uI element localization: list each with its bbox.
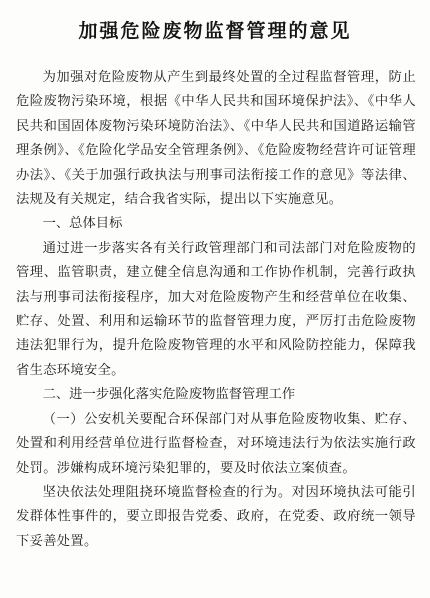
section-heading-overall-goal: 一、总体目标	[42, 216, 123, 232]
document-title: 加强危险废物监督管理的意见	[78, 20, 352, 42]
goal-paragraph: 通过进一步落实各有关行政管理部门和司法部门对危险废物的管理、监管职责，建立健全信息沟通和工作协作机制，完善行政执法与刑事司法衔接程序，加大对危险废物产生和经营单位在收集、贮存、处置、利用和运输环节的监督管理力度，严厉打击危险废物违法犯罪行为，提升危险废物管理的水平和风险防控能力，保障我省生态环境安全。	[16, 240, 416, 378]
intro-paragraph: 为加强对危险废物从产生到最终处置的全过程监督管理，防止危险废物污染环境，根据《中华人民共和国环境保护法》、《中华人民共和国固体废物污染环境防治法》、《中华人民共和国道路运输管理条例》、《危险化学品安全管理条例》、《危险废物经营许可证管理办法》、《关于加强行政执法与刑事司法衔接工作的意见》等法律、法规及有关规定，结合我省实际，提出以下实施意见。	[16, 70, 416, 208]
supervision-paragraph-2: 坚决依法处理阻挠环境监督检查的行为。对因环境执法可能引发群体性事件的，要立即报告党委、政府，在党委、政府统一领导下妥善处置。	[16, 484, 416, 549]
document-body	[16, 66, 416, 554]
supervision-paragraph-1: （一）公安机关要配合环保部门对从事危险废物收集、贮存、处置和利用经营单位进行监督检查，对环境违法行为依法实施行政处罚。涉嫌构成环境污染犯罪的，要及时依法立案侦查。	[16, 411, 416, 476]
section-heading-supervision: 二、进一步强化落实危险废物监督管理工作	[42, 387, 296, 403]
